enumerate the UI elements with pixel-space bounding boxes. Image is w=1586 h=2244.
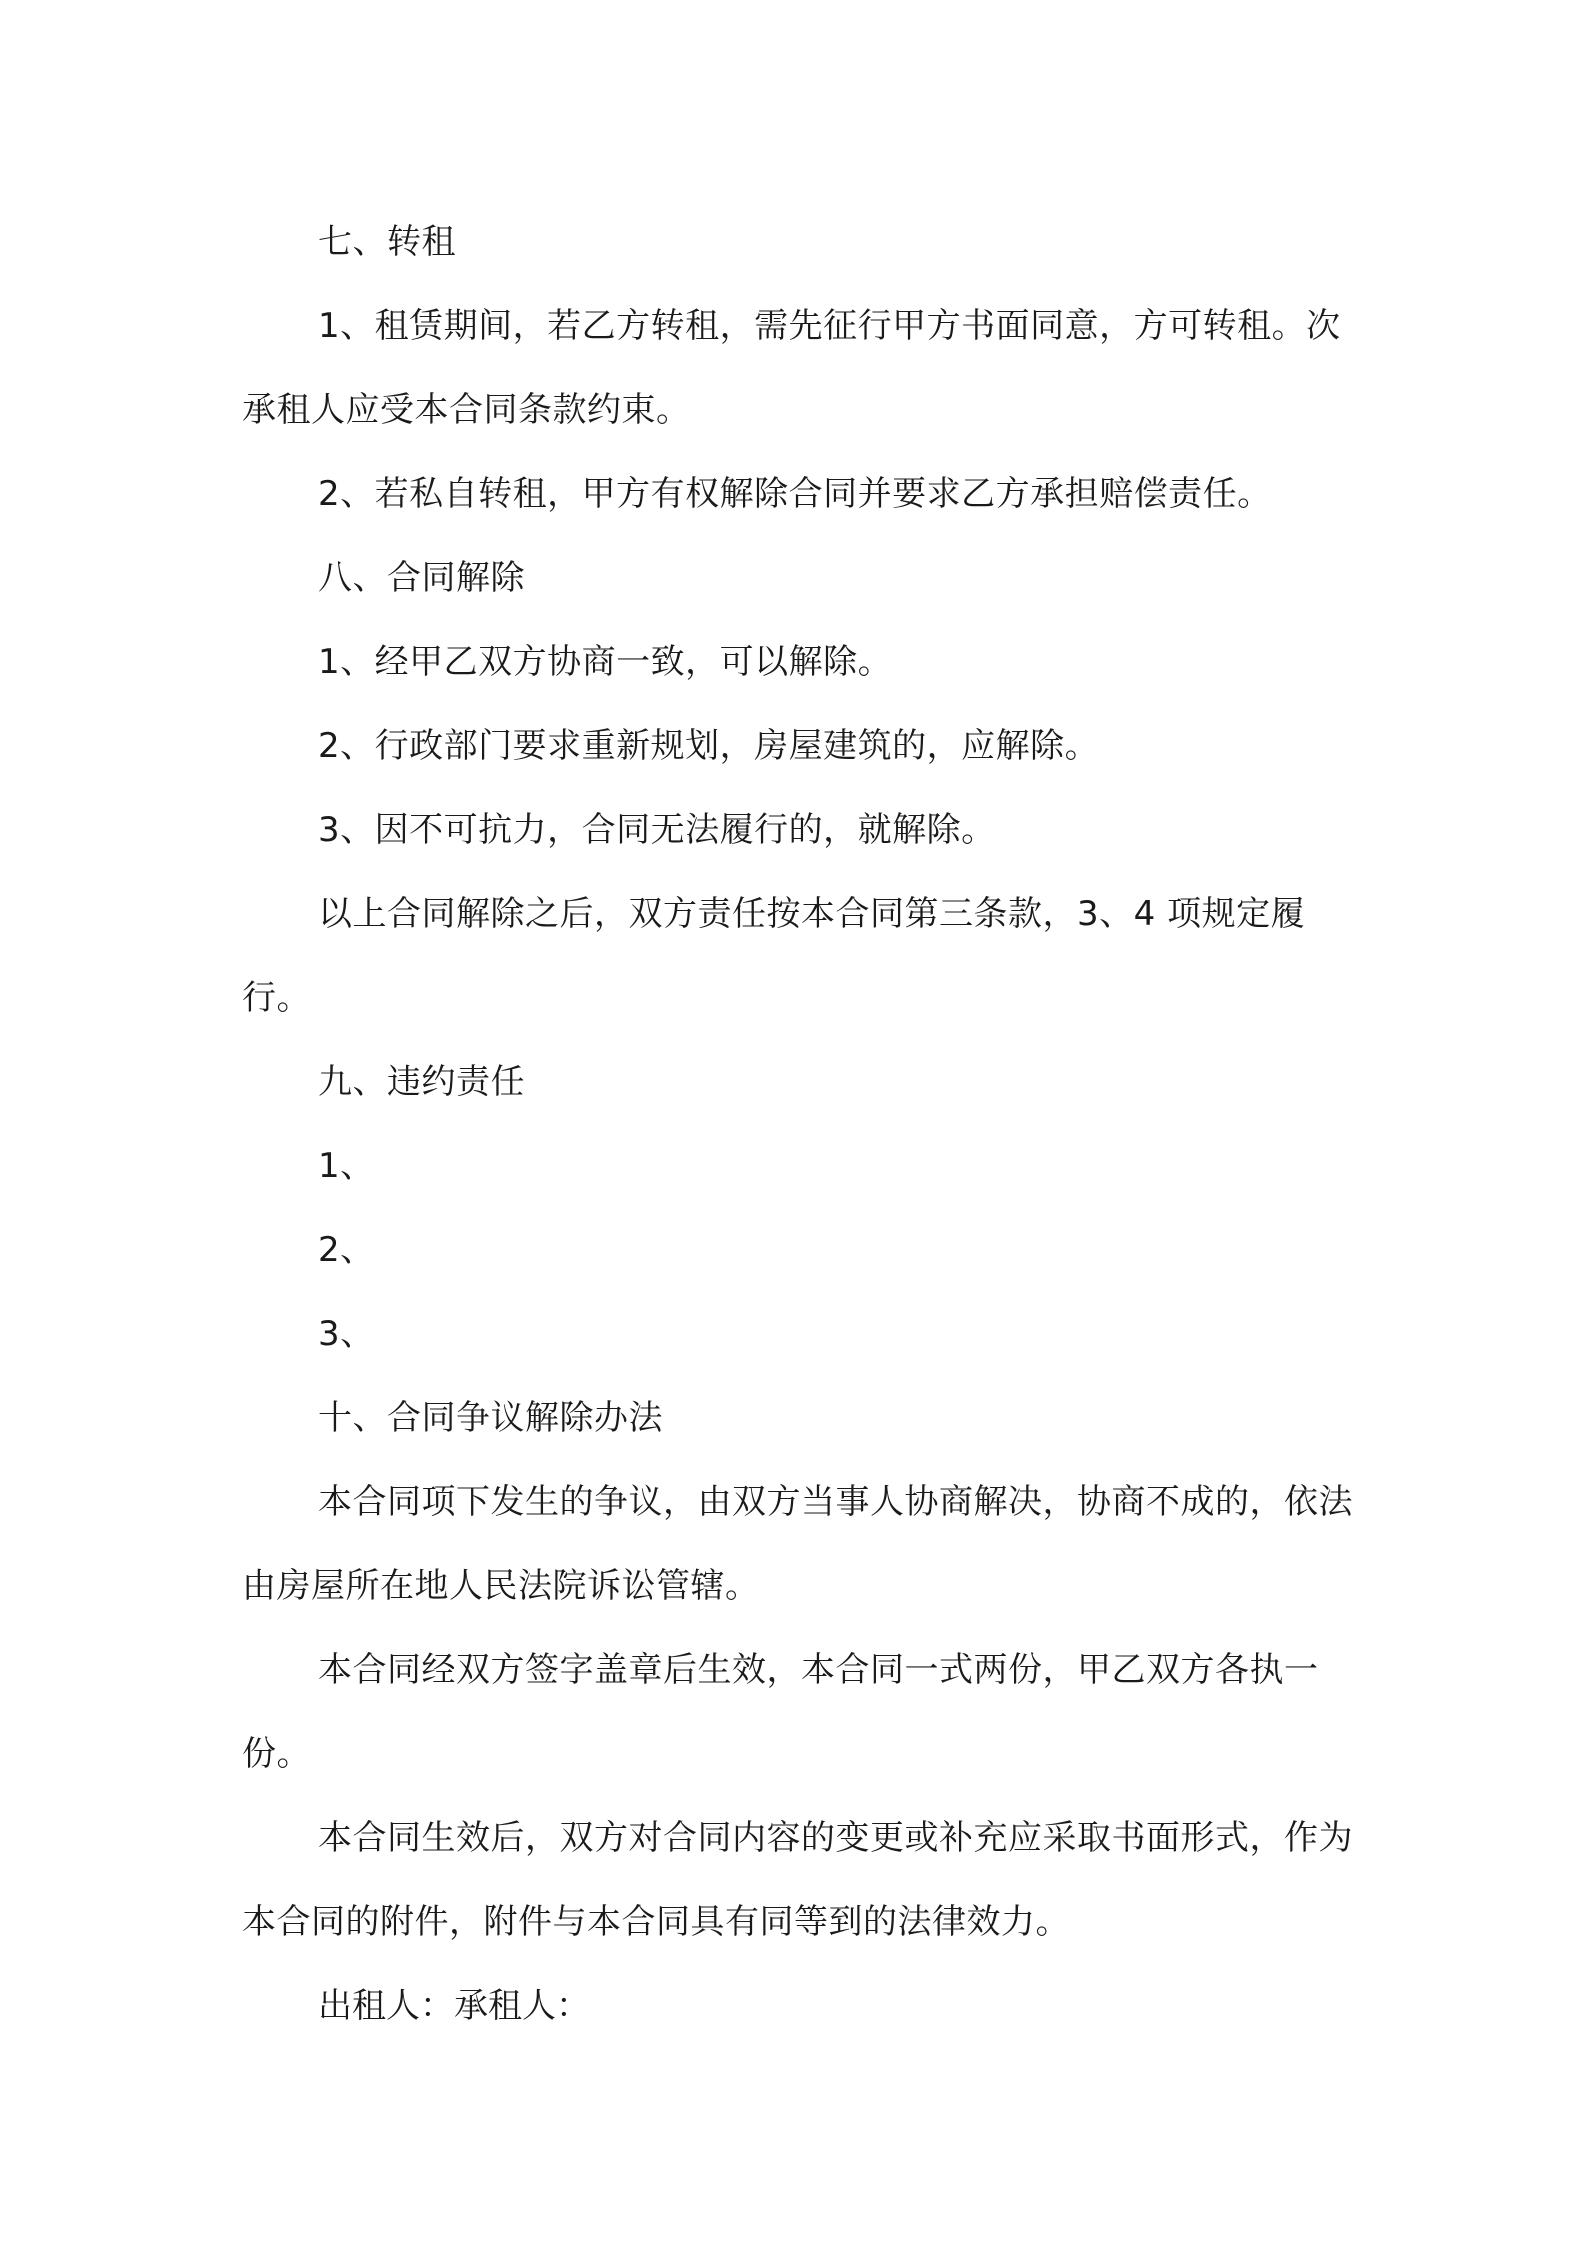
clause-dispute: 本合同项下发生的争议，由双方当事人协商解决，协商不成的，依法由房屋所在地人民法院诉讼管辖。	[242, 1482, 1353, 1606]
clause-sublease-2: 2、若私自转租，甲方有权解除合同并要求乙方承担赔偿责任。	[318, 474, 1272, 514]
section-heading-termination: 八、合同解除	[318, 558, 525, 598]
document-page	[242, 200, 1362, 2048]
clause-liability-1: 1、	[318, 1146, 375, 1186]
signature-line: 出租人：承租人：	[318, 1986, 590, 2026]
clause-effective: 本合同经双方签字盖章后生效，本合同一式两份，甲乙双方各执一份。	[242, 1650, 1319, 1774]
clause-termination-note: 以上合同解除之后，双方责任按本合同第三条款，3、4 项规定履行。	[242, 894, 1306, 1018]
clause-liability-2: 2、	[318, 1230, 375, 1270]
section-heading-liability: 九、违约责任	[318, 1062, 525, 1102]
clause-sublease-1: 1、租赁期间，若乙方转租，需先征行甲方书面同意，方可转租。次承租人应受本合同条款约束。	[242, 306, 1341, 430]
section-heading-dispute: 十、合同争议解除办法	[318, 1398, 663, 1438]
clause-termination-3: 3、因不可抗力，合同无法履行的，就解除。	[318, 810, 996, 850]
clause-termination-2: 2、行政部门要求重新规划，房屋建筑的，应解除。	[318, 726, 1100, 766]
clause-liability-3: 3、	[318, 1314, 375, 1354]
clause-amendment: 本合同生效后，双方对合同内容的变更或补充应采取书面形式，作为本合同的附件，附件与本合同具有同等到的法律效力。	[242, 1818, 1353, 1942]
section-heading-sublease: 七、转租	[318, 222, 456, 262]
clause-termination-1: 1、经甲乙双方协商一致，可以解除。	[318, 642, 893, 682]
